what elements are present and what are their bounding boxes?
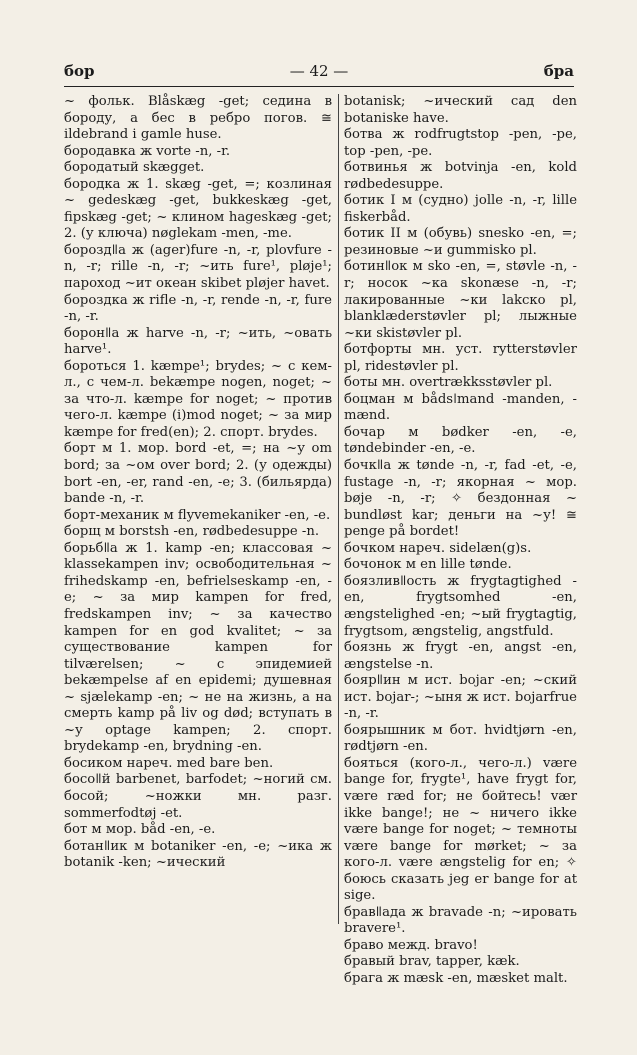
dictionary-entry: босоǁй barbenet, barfodet; ~ногий см. босой; ~ножки мн. разг. sommerfodtøj -et.: [64, 772, 332, 821]
dictionary-entry: ботик II м (обувь) snesko -en, =; резиновые ~и gummisko pl.: [344, 226, 577, 258]
dictionary-entry: ботва ж rodfrugtstop -pen, -pe, top -pen, -pe.: [344, 127, 577, 159]
dictionary-entry: борщ м borstsh -en, rødbedesuppe -n.: [64, 524, 320, 540]
dictionary-entry: боронǁа ж harve -n, -r; ~ить, ~овать harve¹.: [64, 325, 332, 358]
dictionary-entry: ботик I м (судно) jolle -n, -r, lille fiskerbåd.: [344, 193, 577, 225]
dictionary-entry: босиком нареч. med bare ben.: [64, 755, 274, 771]
dictionary-entry: ботинǁок м sko -en, =, støvle -n, -r; носок ~ка skonæse -n, -r; лакированные ~ки lakско pl, blanklæderstøvler pl; лыжные ~ки skistøvler pl.: [344, 259, 577, 341]
dictionary-entry: боты мн. overtrækksstøvler pl.: [344, 375, 553, 391]
dictionary-entry: боярышник м бот. hvidtjørn -en, rødtjørn -en.: [344, 722, 577, 755]
dictionary-entry: ботфорты мн. уст. rytterstøvler pl, ridestøvler pl.: [344, 342, 577, 374]
dictionary-entry: ботвинья ж botvinja -en, kold rødbedesuppe.: [344, 160, 577, 192]
dictionary-entry: бочар м bødker -en, -e, tøndebinder -en, -e.: [344, 424, 577, 457]
dictionary-entry: борьбǁа ж 1. kamp -en; классовая ~ klassekampen inv; освободительная ~ frihedskamp -en, befrielseskamp -en, -e; ~ за мир kampen for fred, fredskampen inv; ~ за качество kampen for en god kvalitet; ~ за существование kampen for tilværelsen; ~ с эпидемией bekæmpelse af en epidemi; душевная ~ sjælekamp -en; ~ не на жизнь, а на смерть kamp på liv og død; вступать в ~у optage kampen; 2. спорт. brydekamp -en, brydning -en.: [64, 540, 332, 755]
header-right-guideword: бра: [543, 62, 574, 80]
dictionary-entry: бравый brav, tapper, kæk.: [344, 954, 520, 970]
dictionary-entry: бот м мор. båd -en, -e.: [64, 822, 216, 838]
dictionary-entry: боярǁин м ист. bojar -en; ~ский ист. bojar-; ~ыня ж ист. bojarfrue -n, -r.: [344, 673, 577, 722]
dictionary-entry: бородка ж 1. skæg -get, =; козлиная ~ gedeskæg -get, bukkeskæg -get, fipskæg -get; ~ клином hageskæg -get; 2. (у ключа) nøglekam -men, -me.: [64, 176, 332, 242]
dictionary-entry: бояться (кого-л., чего-л.) være bange for, frygte¹, have frygt for, være ræd for; не бойтесь! vær ikke bange!; не ~ ничего ikke være bange for noget; ~ темноты være bange for mørket; ~ за кого-л. være ængstelig for en; ✧ боюсь сказать jeg er bange for at sige.: [344, 755, 577, 904]
dictionary-entry: ~ фольк. Blåskæg -get; седина в бороду, а бес в ребро погов. ≅ ildebrand i gamle huse.: [64, 94, 332, 143]
left-column: [64, 94, 332, 872]
dictionary-entry: браво межд. bravo!: [344, 937, 478, 953]
dictionary-entry: боязливǁость ж frygtagtighed -en, frygtsomhed -en, ængstelighed -en; ~ый frygtagtig, frygtsom, ængstelig, angstfuld.: [344, 573, 577, 639]
dictionary-entry: бочком нареч. sidelæn(g)s.: [344, 540, 532, 556]
dictionary-entry: борт-механик м flyvemekaniker -en, -e.: [64, 507, 331, 523]
dictionary-entry: бороздǁа ж (ager)fure -n, -r, plovfure -n, -r; rille -n, -r; ~ить fure¹, pløje¹; пароход ~ит океан skibet pløjer havet.: [64, 242, 332, 292]
dictionary-entry: бороздка ж rifle -n, -r, rende -n, -r, fure -n, -r.: [64, 292, 332, 325]
dictionary-entry: бочонок м en lille tønde.: [344, 557, 512, 573]
header-left-guideword: бор: [64, 62, 95, 80]
dictionary-entry: бородавка ж vorte -n, -r.: [64, 143, 231, 159]
dictionary-entry: боцман м bådsǀmand -manden, -mænd.: [344, 391, 577, 424]
page-header: [64, 62, 574, 86]
dictionary-entry: ботанǁик м botaniker -en, -e; ~ика ж botanik -ken; ~ический: [64, 838, 332, 871]
dictionary-entry: брага ж mæsk -en, mæsket malt.: [344, 970, 568, 986]
dictionary-entry: бравǁада ж bravade -n; ~ировать bravere¹.: [344, 904, 577, 937]
dictionary-entry: бороться 1. kæmpe¹; brydes; ~ с кем-л., с чем-л. bekæmpe nogen, noget; ~ за что-л. kæmpe for noget; ~ против чего-л. kæmpe (i)mod noget; ~ за мир kæmpe for fred(en); 2. спорт. brydes.: [64, 358, 332, 440]
page-number: — 42 —: [289, 62, 349, 80]
dictionary-entry: борт м 1. мор. bord -et, =; на ~у om bord; за ~ом over bord; 2. (у одежды) bort -en, -er, rand -en, -e; 3. (бильярда) bande -n, -r.: [64, 441, 332, 507]
dictionary-entry: боязнь ж frygt -en, angst -en, ængstelse -n.: [344, 640, 577, 672]
dictionary-entry: бородатый skægget.: [64, 160, 205, 176]
header-rule: [64, 86, 574, 87]
dictionary-entry: бочкǁа ж tønde -n, -r, fad -et, -e, fustage -n, -r; якорная ~ мор. bøje -n, -r; ✧ бездонная ~ bundløst kar; деньги на ~у! ≅ penge på bordet!: [344, 458, 577, 540]
right-column: [344, 94, 577, 988]
dictionary-entry: botanisk; ~ический сад den botaniske have.: [344, 94, 577, 126]
column-divider: [338, 94, 339, 924]
